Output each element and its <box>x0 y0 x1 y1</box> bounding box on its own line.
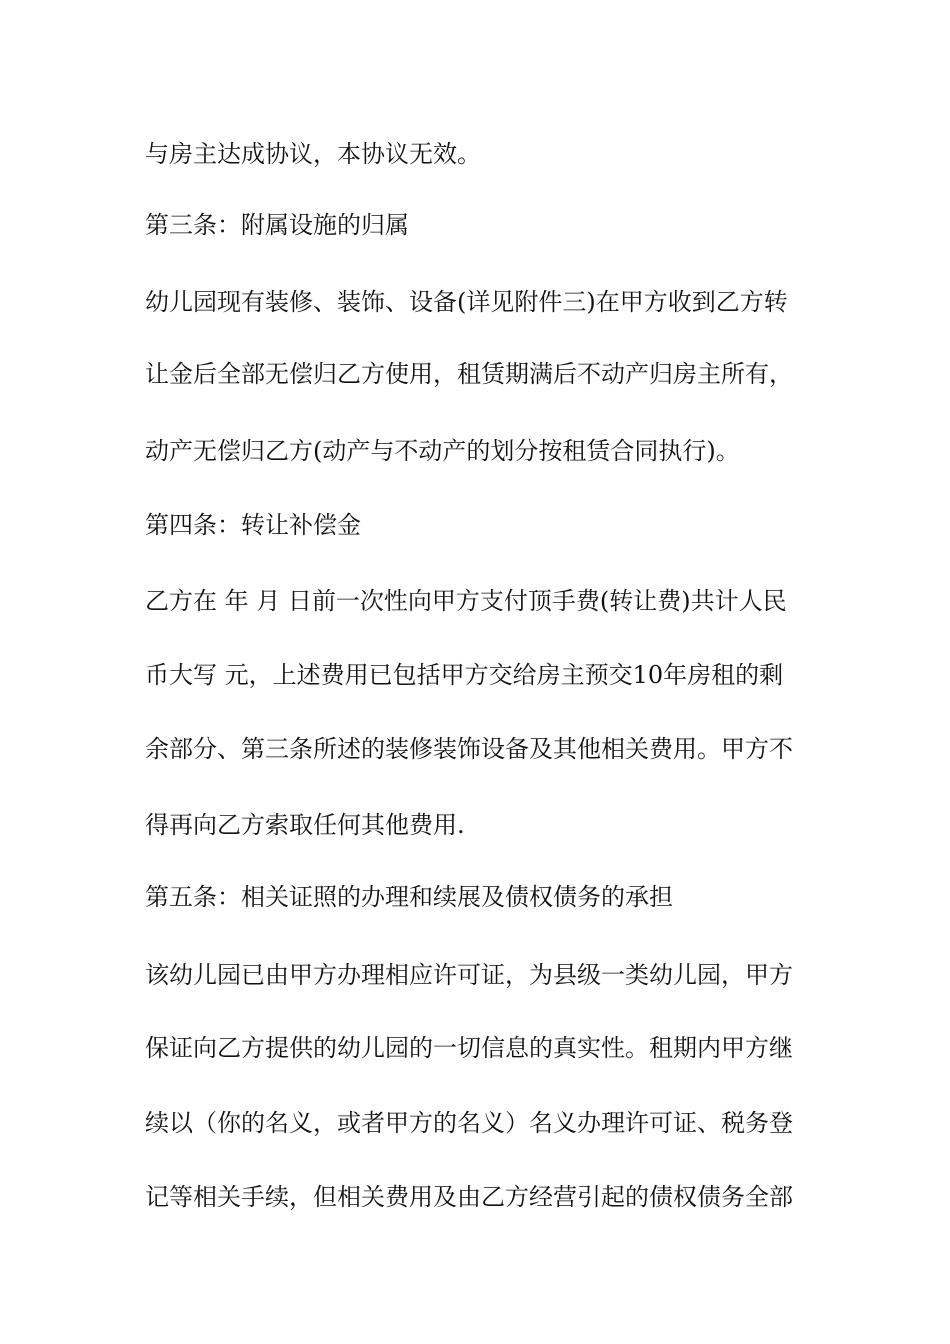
text-line: 动产无偿归乙方(动产与不动产的划分按租赁合同执行)。 <box>145 437 740 465</box>
text-line: 该幼儿园已由甲方办理相应许可证，为县级一类幼儿园，甲方 <box>145 961 793 989</box>
text-line: 得再向乙方索取任何其他费用. <box>145 811 465 839</box>
section-heading: 第五条：相关证照的办理和续展及债权债务的承担 <box>145 883 673 911</box>
text-line: 续以（你的名义，或者甲方的名义）名义办理许可证、税务登 <box>145 1109 793 1137</box>
text-line: 余部分、第三条所述的装修装饰设备及其他相关费用。甲方不 <box>145 735 793 763</box>
text-line: 乙方在 年 月 日前一次性向甲方支付顶手费(转让费)共计人民 <box>145 587 787 615</box>
section-heading: 第三条：附属设施的归属 <box>145 211 409 239</box>
text-line: 币大写 元，上述费用已包括甲方交给房主预交10年房租的剩 <box>145 661 784 689</box>
text-line: 与房主达成协议，本协议无效。 <box>145 140 481 168</box>
text-line: 让金后全部无偿归乙方使用，租赁期满后不动产归房主所有， <box>145 360 793 388</box>
text-line: 幼儿园现有装修、装饰、设备(详见附件三)在甲方收到乙方转 <box>145 288 788 316</box>
section-heading: 第四条：转让补偿金 <box>145 511 361 539</box>
text-line: 保证向乙方提供的幼儿园的一切信息的真实性。租期内甲方继 <box>145 1034 793 1062</box>
text-line: 记等相关手续，但相关费用及由乙方经营引起的债权债务全部 <box>145 1183 793 1211</box>
